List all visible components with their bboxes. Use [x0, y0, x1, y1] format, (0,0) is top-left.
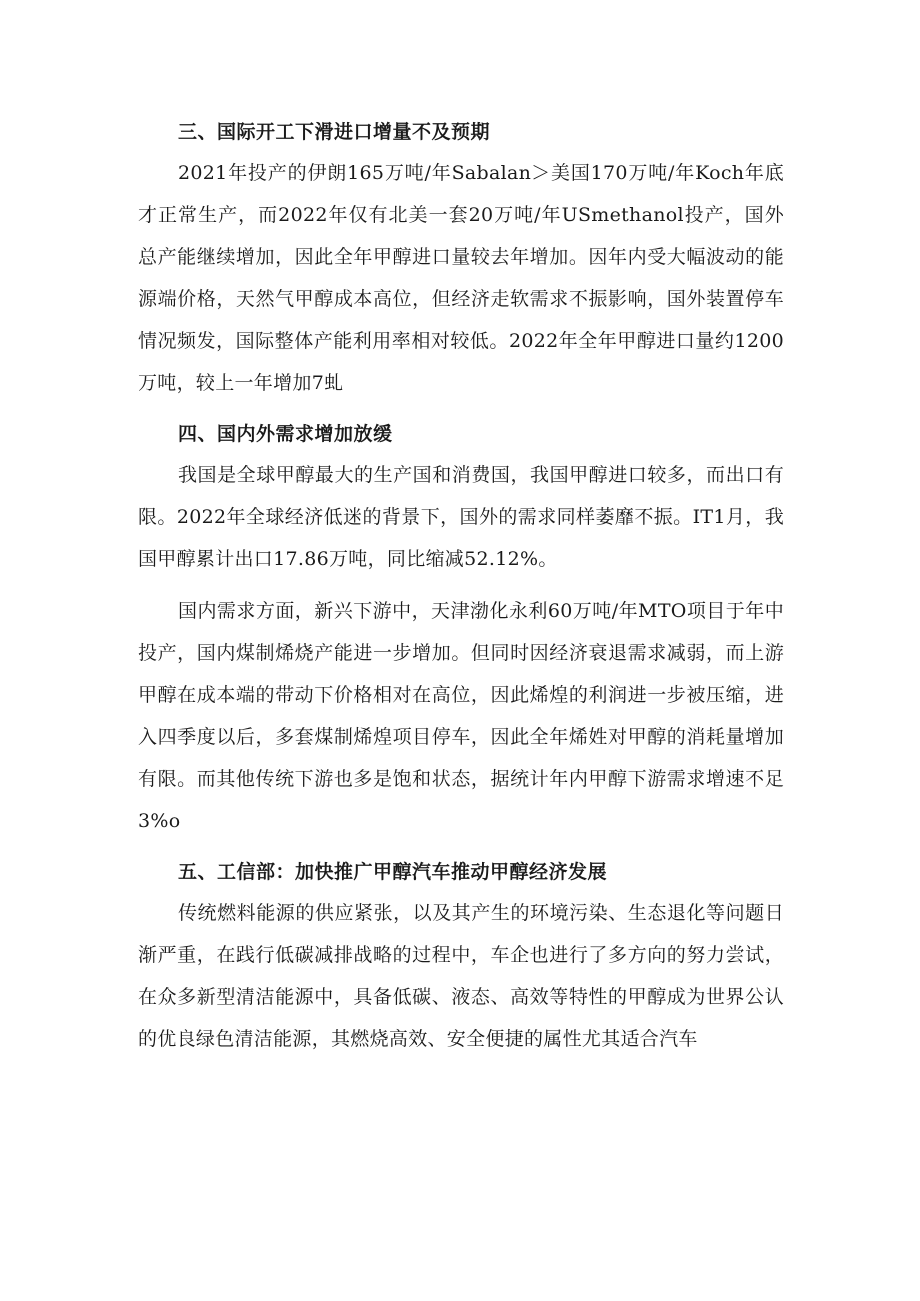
paragraph: 2021年投产的伊朗165万吨/年Sabalan＞美国170万吨/年Koch年底才正常生产，而2022年仅有北美一套20万吨/年USmethanol投产，国外总产能继续增加，因此全年甲醇进口量较去年增加。因年内受大幅波动的能源端价格，天然气甲醇成本高位，但经济走软需求不振影响，国外装置停车情况频发，国际整体产能利用率相对较低。2022年全年甲醇进口量约1200万吨，较上一年增加7虬: [138, 162, 784, 394]
section-heading: 三、国际开工下滑进口增量不及预期: [178, 121, 491, 143]
section-5: [138, 852, 784, 1060]
section-heading: 四、国内外需求增加放缓: [178, 423, 393, 445]
document-page: [138, 112, 784, 1070]
paragraph: 我国是全球甲醇最大的生产国和消费国，我国甲醇进口较多，而出口有限。2022年全球经济低迷的背景下，国外的需求同样萎靡不振。IT1月，我国甲醇累计出口17.86万吨，同比缩减52.12%。: [138, 464, 784, 570]
paragraph: 国内需求方面，新兴下游中，天津渤化永利60万吨/年MTO项目于年中投产，国内煤制烯烧产能进一步增加。但同时因经济衰退需求减弱，而上游甲醇在成本端的带动下价格相对在高位，因此烯煌的利润进一步被压缩，进入四季度以后，多套煤制烯煌项目停车，因此全年烯姓对甲醇的消耗量增加有限。而其他传统下游也多是饱和状态，据统计年内甲醇下游需求增速不足3%o: [138, 600, 784, 832]
section-4: [138, 414, 784, 842]
section-heading: 五、工信部：加快推广甲醇汽车推动甲醇经济发展: [178, 861, 608, 883]
section-3: [138, 112, 784, 404]
paragraph: 传统燃料能源的供应紧张，以及其产生的环境污染、生态退化等问题日渐严重，在践行低碳减排战略的过程中，车企也进行了多方向的努力尝试，在众多新型清洁能源中，具备低碳、液态、高效等特性的甲醇成为世界公认的优良绿色清洁能源，其燃烧高效、安全便捷的属性尤其适合汽车: [138, 902, 784, 1050]
